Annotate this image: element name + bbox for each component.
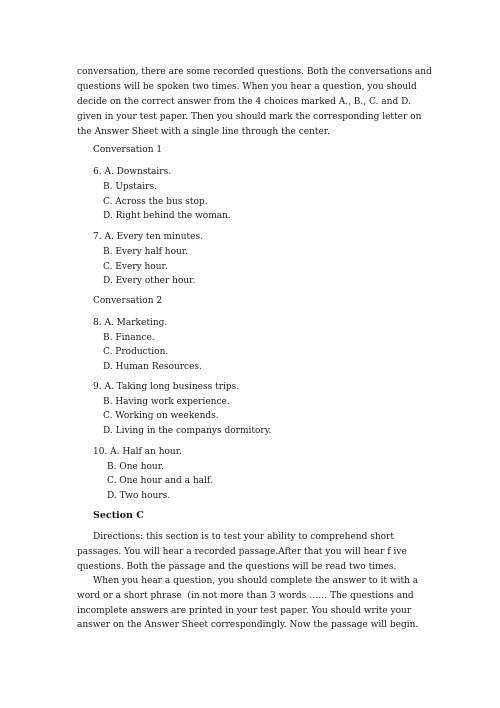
section-c-line: word or a short phrase (in not more than 3 words …… The questions and: [77, 591, 414, 601]
question-7-option-c: C. Every hour.: [103, 262, 168, 272]
intro-line: the Answer Sheet with a single line through the center.: [77, 127, 330, 137]
intro-line: conversation, there are some recorded questions. Both the conversations and: [77, 67, 432, 77]
section-c-line: When you hear a question, you should complete the answer to it with a: [93, 576, 419, 586]
question-7-option-b: B. Every half hour.: [103, 247, 188, 257]
intro-line: questions will be spoken two times. When you hear a question, you should: [77, 82, 417, 92]
question-9-option-b: B. Having work experience.: [103, 397, 230, 407]
question-6-option-a: 6. A. Downstairs.: [93, 167, 172, 177]
question-8-option-d: D. Human Resources.: [103, 362, 202, 372]
section-c-line: passages. You will hear a recorded passage.After that you will hear f ive: [77, 547, 407, 557]
question-9-option-d: D. Living in the companys dormitory.: [103, 426, 272, 436]
conversation-2-heading: Conversation 2: [93, 296, 163, 306]
question-9-option-c: C. Working on weekends.: [103, 411, 219, 421]
question-8-option-c: C. Production.: [103, 347, 169, 357]
section-c-line: incomplete answers are printed in your test paper. You should write your: [77, 606, 412, 616]
question-9-option-a: 9. A. Taking long business trips.: [93, 382, 240, 392]
section-c-line: questions. Both the passage and the questions will be read two times.: [77, 562, 397, 572]
intro-line: given in your test paper. Then you should mark the corresponding letter on: [77, 112, 422, 122]
section-c-heading: Section C: [93, 510, 144, 521]
question-10-option-d: D. Two hours.: [107, 491, 171, 501]
question-10-option-b: B. One hour.: [107, 462, 164, 472]
intro-line: decide on the correct answer from the 4 choices marked A., B., C. and D.: [77, 97, 411, 107]
question-8-option-a: 8. A. Marketing.: [93, 318, 168, 328]
question-8-option-b: B. Finance.: [103, 333, 155, 343]
question-7-option-d: D. Every other hour.: [103, 276, 196, 286]
section-c-line: answer on the Answer Sheet correspondingly. Now the passage will begin.: [77, 620, 419, 630]
question-7-option-a: 7. A. Every ten minutes.: [93, 232, 203, 242]
question-6-option-c: C. Across the bus stop.: [103, 197, 208, 207]
question-6-option-d: D. Right behind the woman.: [103, 211, 231, 221]
question-10-option-a: 10. A. Half an hour.: [93, 447, 182, 457]
question-6-option-b: B. Upstairs.: [103, 182, 157, 192]
section-c-line: Directions: this section is to test your ability to comprehend short: [93, 532, 394, 542]
question-10-option-c: C. One hour and a half.: [107, 476, 213, 486]
conversation-1-heading: Conversation 1: [93, 145, 163, 155]
